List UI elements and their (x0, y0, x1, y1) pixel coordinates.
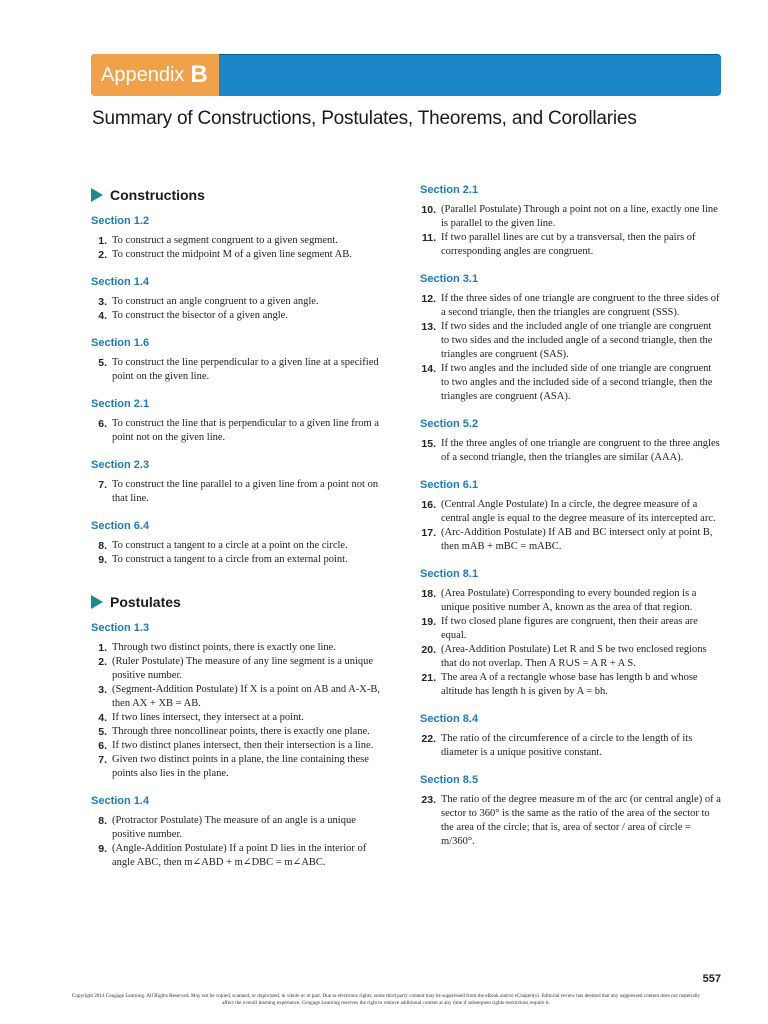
statement-item (91, 814, 391, 842)
statement-number: 6. (98, 418, 107, 430)
statement-text: To construct a tangent to a circle from an external point. (112, 554, 348, 565)
page-title: Summary of Constructions, Postulates, Theorems, and Corollaries (92, 108, 637, 129)
statement-text: (Central Angle Postulate) In a circle, the degree measure of a central angle is equal to the degree measure of its intercepted arc. (441, 499, 716, 524)
statement-number: 5. (98, 726, 107, 738)
statement-number: 3. (98, 296, 107, 308)
part-heading-label: Postulates (110, 594, 181, 610)
statement-number: 8. (98, 815, 107, 827)
part-heading (91, 594, 391, 610)
section-heading: Section 1.6 (91, 337, 150, 349)
statement-item (420, 643, 722, 671)
section-heading: Section 1.4 (91, 795, 150, 807)
statement-text: (Ruler Postulate) The measure of any line segment is a unique positive number. (112, 656, 374, 681)
statement-text: (Parallel Postulate) Through a point not on a line, exactly one line is parallel to the given line. (441, 204, 718, 229)
statement-number: 13. (421, 321, 436, 333)
part-spacer (91, 581, 391, 591)
statement-number: 5. (98, 357, 107, 369)
statement-list (91, 641, 391, 781)
statement-text: (Angle-Addition Postulate) If a point D lies in the interior of angle ABC, then m∠ABD + m∠DBC = m∠ABC. (112, 843, 367, 868)
statement-item (91, 295, 391, 309)
statement-number: 12. (421, 293, 436, 305)
statement-item (420, 362, 722, 404)
section-heading: Section 5.2 (420, 418, 479, 430)
statement-number: 2. (98, 656, 107, 668)
statement-item (420, 203, 722, 231)
statement-item (420, 587, 722, 615)
statement-text: (Arc-Addition Postulate) If AB and BC intersect only at point B, then mAB + mBC = mABC. (441, 527, 713, 552)
statement-item (420, 292, 722, 320)
part-heading-label: Constructions (110, 187, 205, 203)
statement-number: 21. (421, 672, 436, 684)
statement-list (91, 417, 391, 445)
statement-number: 22. (421, 733, 436, 745)
copyright-notice: Copyright 2014 Cengage Learning. All Rights Reserved. May not be copied, scanned, or duplicated, in whole or in part. Due to electronic rights, some third party content may be suppressed from the eBook and/or eChapter(s). Editorial review has deemed that any suppressed content does not materially affect the overall learning experience. Cengage Learning reserves the right to remove additional content at any time if subsequent rights restrictions require it. (71, 993, 701, 1006)
statement-number: 19. (421, 616, 436, 628)
statement-number: 14. (421, 363, 436, 375)
statement-number: 7. (98, 479, 107, 491)
statement-list (420, 203, 722, 259)
section-heading: Section 1.4 (91, 276, 150, 288)
statement-item (91, 553, 391, 567)
section-heading: Section 1.3 (91, 622, 150, 634)
statement-text: If the three angles of one triangle are congruent to the three angles of a second triangle, then the triangles are similar (AAA). (441, 438, 720, 463)
statement-item (91, 641, 391, 655)
statement-list (91, 814, 391, 870)
left-column (91, 184, 391, 884)
statement-item (91, 417, 391, 445)
statement-list (420, 793, 722, 849)
statement-number: 23. (421, 794, 436, 806)
statement-text: If the three sides of one triangle are congruent to the three sides of a second triangle, then the triangles are congruent (SSS). (441, 293, 720, 318)
statement-text: (Area-Addition Postulate) Let R and S be two enclosed regions that do not overlap. Then A R∪S = A R + A S. (441, 644, 707, 669)
appendix-letter: B (190, 61, 208, 88)
statement-item (91, 683, 391, 711)
statement-item (91, 248, 391, 262)
statement-number: 11. (421, 232, 436, 244)
appendix-label (91, 54, 219, 96)
page-number: 557 (702, 973, 721, 985)
statement-text: To construct the line perpendicular to a given line at a specified point on the given line. (112, 357, 379, 382)
statement-item (420, 615, 722, 643)
statement-item (91, 711, 391, 725)
statement-number: 6. (98, 740, 107, 752)
statement-text: The ratio of the circumference of a circle to the length of its diameter is a unique positive constant. (441, 733, 693, 758)
statement-text: If two sides and the included angle of one triangle are congruent to two sides and the included angle of a second triangle, then the triangles are congruent (SAS). (441, 321, 713, 360)
statement-number: 1. (98, 235, 107, 247)
statement-text: (Protractor Postulate) The measure of an angle is a unique positive number. (112, 815, 356, 840)
appendix-word: Appendix (101, 63, 185, 86)
statement-item (91, 309, 391, 323)
statement-item (91, 234, 391, 248)
statement-text: The ratio of the degree measure m of the arc (or central angle) of a sector to 360° is the same as the ratio of the area of the sector to the area of the circle; that is, area of sector / area of circle = m/360°. (441, 794, 721, 847)
statement-item (91, 753, 391, 781)
statement-item (91, 739, 391, 753)
statement-item (420, 498, 722, 526)
statement-text: (Segment-Addition Postulate) If X is a point on AB and A-X-B, then AX + XB = AB. (112, 684, 381, 709)
statement-item (420, 231, 722, 259)
statement-number: 4. (98, 310, 107, 322)
statement-text: If two closed plane figures are congruent, then their areas are equal. (441, 616, 698, 641)
right-column (420, 184, 722, 863)
statement-list (420, 498, 722, 554)
statement-text: To construct the bisector of a given angle. (112, 310, 288, 321)
statement-text: If two lines intersect, they intersect at a point. (112, 712, 304, 723)
section-heading: Section 8.5 (420, 774, 479, 786)
statement-number: 4. (98, 712, 107, 724)
section-heading: Section 3.1 (420, 273, 479, 285)
section-heading: Section 8.4 (420, 713, 479, 725)
statement-list (420, 587, 722, 699)
statement-item (420, 526, 722, 554)
statement-item (420, 732, 722, 760)
statement-number: 15. (421, 438, 436, 450)
chevron-right-icon (91, 188, 103, 202)
statement-text: (Area Postulate) Corresponding to every bounded region is a unique positive number A, known as the area of that region. (441, 588, 697, 613)
statement-list (420, 437, 722, 465)
statement-item (420, 320, 722, 362)
statement-list (420, 292, 722, 404)
statement-number: 2. (98, 249, 107, 261)
statement-item (420, 437, 722, 465)
statement-number: 1. (98, 642, 107, 654)
section-heading: Section 2.1 (420, 184, 479, 196)
statement-number: 18. (421, 588, 436, 600)
statement-item (420, 793, 722, 849)
statement-item (91, 478, 391, 506)
section-heading: Section 2.1 (91, 398, 150, 410)
statement-number: 8. (98, 540, 107, 552)
statement-list (91, 234, 391, 262)
statement-item (91, 655, 391, 683)
section-heading: Section 8.1 (420, 568, 479, 580)
statement-text: To construct the midpoint M of a given line segment AB. (112, 249, 352, 260)
statement-text: If two parallel lines are cut by a transversal, then the pairs of corresponding angles are congruent. (441, 232, 696, 257)
statement-text: Given two distinct points in a plane, the line containing these points also lies in the plane. (112, 754, 369, 779)
statement-item (420, 671, 722, 699)
statement-number: 20. (421, 644, 436, 656)
section-heading: Section 6.4 (91, 520, 150, 532)
statement-list (91, 295, 391, 323)
statement-item (91, 725, 391, 739)
part-heading (91, 187, 391, 203)
statement-list (91, 356, 391, 384)
statement-list (91, 539, 391, 567)
section-heading: Section 2.3 (91, 459, 150, 471)
statement-number: 9. (98, 554, 107, 566)
statement-text: Through three noncollinear points, there is exactly one plane. (112, 726, 370, 737)
statement-text: To construct the line that is perpendicular to a given line from a point not on the given line. (112, 418, 379, 443)
statement-list (420, 732, 722, 760)
statement-number: 16. (421, 499, 436, 511)
statement-number: 17. (421, 527, 436, 539)
statement-text: If two distinct planes intersect, then their intersection is a line. (112, 740, 374, 751)
statement-number: 7. (98, 754, 107, 766)
statement-item (91, 539, 391, 553)
section-heading: Section 1.2 (91, 215, 150, 227)
statement-text: Through two distinct points, there is exactly one line. (112, 642, 336, 653)
statement-list (91, 478, 391, 506)
statement-text: To construct a segment congruent to a given segment. (112, 235, 338, 246)
statement-number: 3. (98, 684, 107, 696)
statement-text: The area A of a rectangle whose base has length b and whose altitude has length h is given by A = bh. (441, 672, 698, 697)
statement-item (91, 356, 391, 384)
statement-text: If two angles and the included side of one triangle are congruent to two angles and the included side of a second triangle, then the triangles are congruent (ASA). (441, 363, 713, 402)
statement-text: To construct a tangent to a circle at a point on the circle. (112, 540, 348, 551)
statement-text: To construct the line parallel to a given line from a point not on that line. (112, 479, 379, 504)
section-heading: Section 6.1 (420, 479, 479, 491)
statement-number: 9. (98, 843, 107, 855)
chevron-right-icon (91, 595, 103, 609)
statement-number: 10. (421, 204, 436, 216)
statement-text: To construct an angle congruent to a given angle. (112, 296, 319, 307)
statement-item (91, 842, 391, 870)
